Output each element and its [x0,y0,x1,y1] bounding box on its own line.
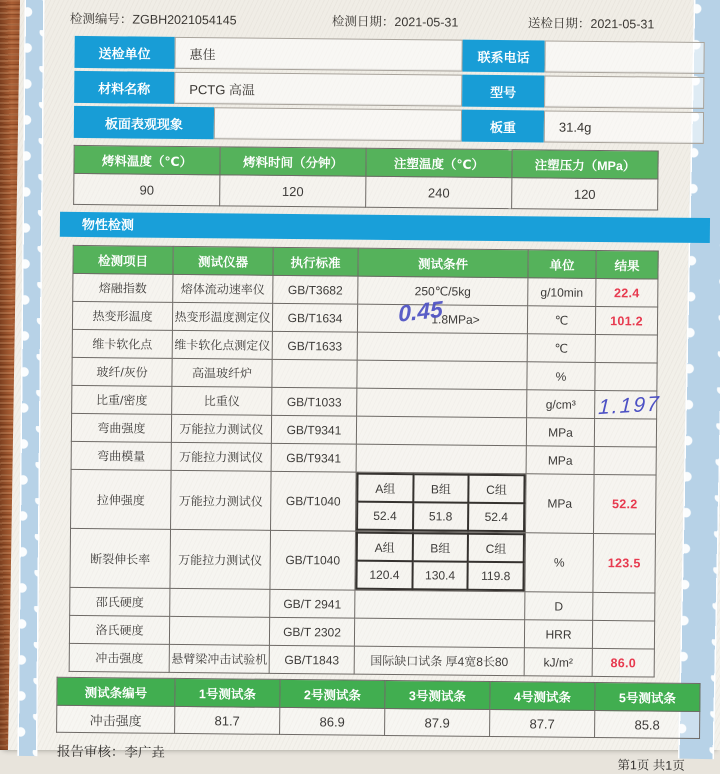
submit-date-value: 2021-05-31 [590,16,655,32]
cell-result: 123.5 [593,533,656,593]
col-header: 3号测试条 [385,680,490,709]
cell-item: 弯曲模量 [71,441,171,470]
field-label-contact: 联系电话 [462,40,544,73]
col-header: 烤料温度（℃） [74,145,220,174]
cell-item: 弯曲强度 [71,413,171,442]
report-number-label: 检测编号： [69,11,133,27]
cell-standard: GB/T1040 [271,471,357,531]
cell-value: 120 [220,175,366,207]
cell-unit: % [525,533,594,593]
cell-item: 比重/密度 [72,385,172,414]
cell-item: 洛氏硬度 [69,615,169,644]
cell-standard: GB/T9341 [271,415,356,444]
group-value: 130.4 [412,561,468,590]
col-header: 单位 [528,250,596,279]
cell-condition [357,388,527,418]
cell-result [595,334,657,363]
report-number [70,9,332,30]
group-value: 119.8 [468,562,524,591]
cell-instrument: 熔体流动速率仪 [173,274,273,303]
col-header: 结果 [596,250,658,279]
process-table [73,145,659,211]
cell-result [592,620,654,649]
submit-date-label: 送检日期： [527,16,591,31]
table-row [69,643,654,677]
reviewer-name: 李广垚 [124,744,165,760]
field-label-surface: 板面表观现象 [74,106,214,139]
cell-item: 冲击强度 [69,643,169,672]
col-header: 5号测试条 [595,682,700,711]
report-document [55,0,712,774]
cell-instrument [170,588,270,617]
cell-instrument [169,616,269,645]
cell-condition-groups [355,531,526,592]
cell-unit: D [525,592,593,621]
group-value: 52.4 [357,502,413,531]
col-header: 执行标准 [273,247,358,276]
group-label: B组 [412,533,468,562]
field-label-model: 型号 [462,75,544,108]
group-header-row [357,474,524,504]
cell-item: 玻纤/灰份 [72,357,172,386]
submit-date [528,13,655,32]
cell-unit: % [527,362,595,391]
test-date-label: 检测日期： [331,14,395,29]
cell-value: 87.9 [385,708,490,736]
col-header: 4号测试条 [490,681,595,710]
field-value-model [544,75,704,109]
cell-standard: GB/T1633 [272,331,357,360]
group-label: C组 [469,475,525,504]
cell-standard: GB/T1634 [272,303,357,332]
document-footer [57,740,701,774]
handwritten-result: 1.197 [597,392,662,420]
cell-value: 87.7 [490,709,595,737]
col-header: 测试条件 [358,248,528,278]
group-value-row [357,502,524,532]
cell-instrument: 万能拉力测试仪 [171,414,271,443]
cell-standard: GB/T 2941 [270,589,355,618]
cell-standard: GB/T9341 [271,443,356,472]
cell-unit: kJ/m² [524,648,592,677]
cell-result [594,418,656,447]
section-title-banner: 物性检测 [60,212,710,243]
reviewer-label: 报告审核： [56,743,125,760]
cell-item: 邵氏硬度 [70,587,170,616]
field-value-submit-unit: 惠佳 [174,37,462,72]
process-value-row [74,173,658,210]
field-value-weight: 31.4g [544,110,704,144]
group-label: A组 [357,474,413,503]
cell-unit: MPa [526,446,594,475]
group-subtable [356,473,526,533]
group-subtable [355,532,525,592]
cell-standard: GB/T3682 [273,275,358,304]
cell-instrument: 比重仪 [172,386,272,415]
cell-value: 240 [366,176,512,208]
cell-condition [356,444,526,474]
field-value-material: PCTG 高温 [174,72,462,107]
cell-condition [357,332,527,362]
cell-standard: GB/T1040 [270,530,356,590]
property-table [69,245,662,678]
cell-condition [357,360,527,390]
col-header: 2号测试条 [280,679,385,708]
field-label-material: 材料名称 [74,71,174,104]
cell-result [593,592,655,621]
test-date [332,11,528,31]
field-label-weight: 板重 [462,110,544,143]
cell-standard: GB/T1843 [269,645,354,674]
cell-item: 维卡软化点 [72,329,172,358]
field-label-submit-unit: 送检单位 [74,36,174,69]
cell-value: 120 [512,178,658,210]
cell-result [594,446,656,475]
cell-item: 热变形温度 [72,301,172,330]
test-date-value: 2021-05-31 [394,14,459,30]
cell-unit: g/cm³ [527,390,595,419]
printed-condition: 1.8MPa> [431,311,480,327]
cell-unit: MPa [526,474,595,534]
cell-result [595,362,657,391]
cell-instrument: 热变形温度测定仪 [172,302,272,331]
cell-condition [357,295,527,334]
cell-value: 85.8 [595,710,700,738]
document-header [62,0,712,33]
cell-result: 86.0 [592,648,654,677]
cell-item: 拉伸强度 [71,469,172,529]
cell-value: 86.9 [280,707,385,735]
info-row [74,36,704,74]
group-label: B组 [413,474,469,503]
cell-result: 52.2 [593,474,656,534]
group-value: 51.8 [413,502,469,531]
field-value-surface [214,107,462,141]
handwritten-correction: 0.45 [397,295,444,327]
info-row [74,71,704,109]
cell-row-label: 冲击强度 [57,705,175,733]
cell-result: 101.2 [595,306,657,335]
cell-condition [355,590,525,620]
cell-item: 断裂伸长率 [70,528,171,588]
cell-unit: g/10min [528,278,596,307]
page-indicator: 第1页 共1页 [617,758,685,773]
cell-condition: 国际缺口试条 厚4宽8长80 [354,646,524,676]
report-number-value: ZGBH2021054145 [132,12,237,28]
cell-condition [354,618,524,648]
cell-instrument: 万能拉力测试仪 [171,442,271,471]
info-fields [61,36,712,144]
cell-condition: 250℃/5kg [358,276,528,306]
cell-unit: ℃ [527,334,595,363]
test-strip-table [56,677,701,739]
col-header: 测试仪器 [173,246,273,275]
reviewer-line [57,740,165,769]
col-header: 注塑压力（MPa） [512,150,658,179]
group-value: 120.4 [356,561,412,590]
col-header: 1号测试条 [175,678,280,707]
cell-standard: GB/T 2302 [269,617,354,646]
cell-value: 81.7 [175,706,280,734]
cell-condition-groups [356,472,527,533]
cell-instrument: 悬臂梁冲击试验机 [169,644,269,673]
cell-instrument: 高温玻纤炉 [172,358,272,387]
col-header: 测试条编号 [57,677,175,706]
cell-instrument: 万能拉力测试仪 [170,529,271,589]
group-value: 52.4 [468,503,524,532]
field-value-contact [544,40,704,74]
col-header: 检测项目 [73,245,173,274]
cell-result [595,390,662,420]
cell-instrument: 万能拉力测试仪 [171,470,272,530]
group-header-row [357,533,524,563]
cell-instrument: 维卡软化点测定仪 [172,330,272,359]
info-row [74,106,704,144]
col-header: 注塑温度（℃） [366,148,512,177]
table-row-elongation [70,528,656,593]
cell-unit: ℃ [527,306,595,335]
table-row-tensile [71,469,657,534]
cell-unit: HRR [524,620,592,649]
cell-value: 90 [74,173,220,205]
cell-standard: GB/T1033 [272,387,357,416]
group-label: C组 [468,534,524,563]
cell-item: 熔融指数 [73,273,173,302]
cell-condition [356,416,526,446]
cell-result: 22.4 [596,278,658,307]
col-header: 烤料时间（分钟） [220,147,366,176]
strip-value-row [57,705,700,738]
cell-standard [272,359,357,388]
cell-unit: MPa [526,418,594,447]
group-label: A组 [357,533,413,562]
group-value-row [356,561,523,591]
